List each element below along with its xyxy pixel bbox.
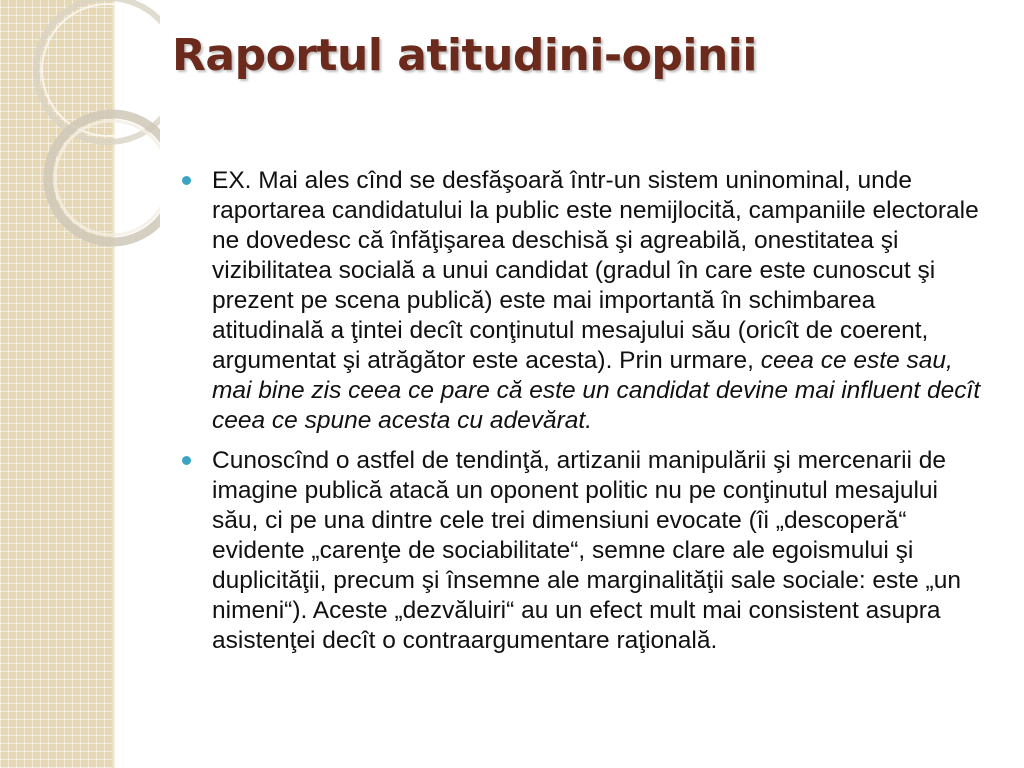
bullet-text: Cunoscînd o astfel de tendinţă, artizanii manipulării şi mercenarii de imagine publică atacă un oponent politic nu pe conţinutul mesajului său, ci pe una dintre cele trei dimensiuni evocate (îi „descoperă“ evidente „carenţe de sociabilitate“, semne clare ale egoismului şi duplicităţii, precum şi însemne ale marginalităţii sale sociale: este „un nimeni“). Aceste „dezvăluiri“ au un efect mult mai consistent asupra asistenţei decît o contraargumentare raţională. bbox=[212, 447, 961, 654]
bullet-item bbox=[180, 166, 990, 436]
bullet-item bbox=[180, 446, 990, 656]
bullet-emphasis-text: ceea ce este sau, mai bine zis ceea ce pare că este un candidat devine mai influent decît ceea ce spune acesta cu adevărat. bbox=[212, 347, 981, 434]
bullet-icon bbox=[182, 176, 191, 185]
bullet-text: EX. Mai ales cînd se desfăşoară într-un sistem uninominal, unde raportarea candidatului la public este nemijlocită, campaniile electorale ne dovedesc că înfăţişarea deschisă şi agreabilă, onestitatea şi vizibilitatea socială a unui candidat (gradul în care este cunoscut şi prezent pe scena publică) este mai importantă în schimbarea atitudinală a ţintei decît conţinutul mesajului său (oricît de coerent, argumentat şi atrăgător este acesta). Prin urmare, bbox=[212, 167, 979, 374]
bullet-list bbox=[180, 166, 990, 666]
decorative-rings bbox=[0, 0, 160, 260]
decorative-ring-bottom-inner bbox=[55, 121, 160, 235]
slide-title: Raportul atitudini-opinii bbox=[172, 30, 757, 81]
bullet-icon bbox=[182, 456, 191, 465]
